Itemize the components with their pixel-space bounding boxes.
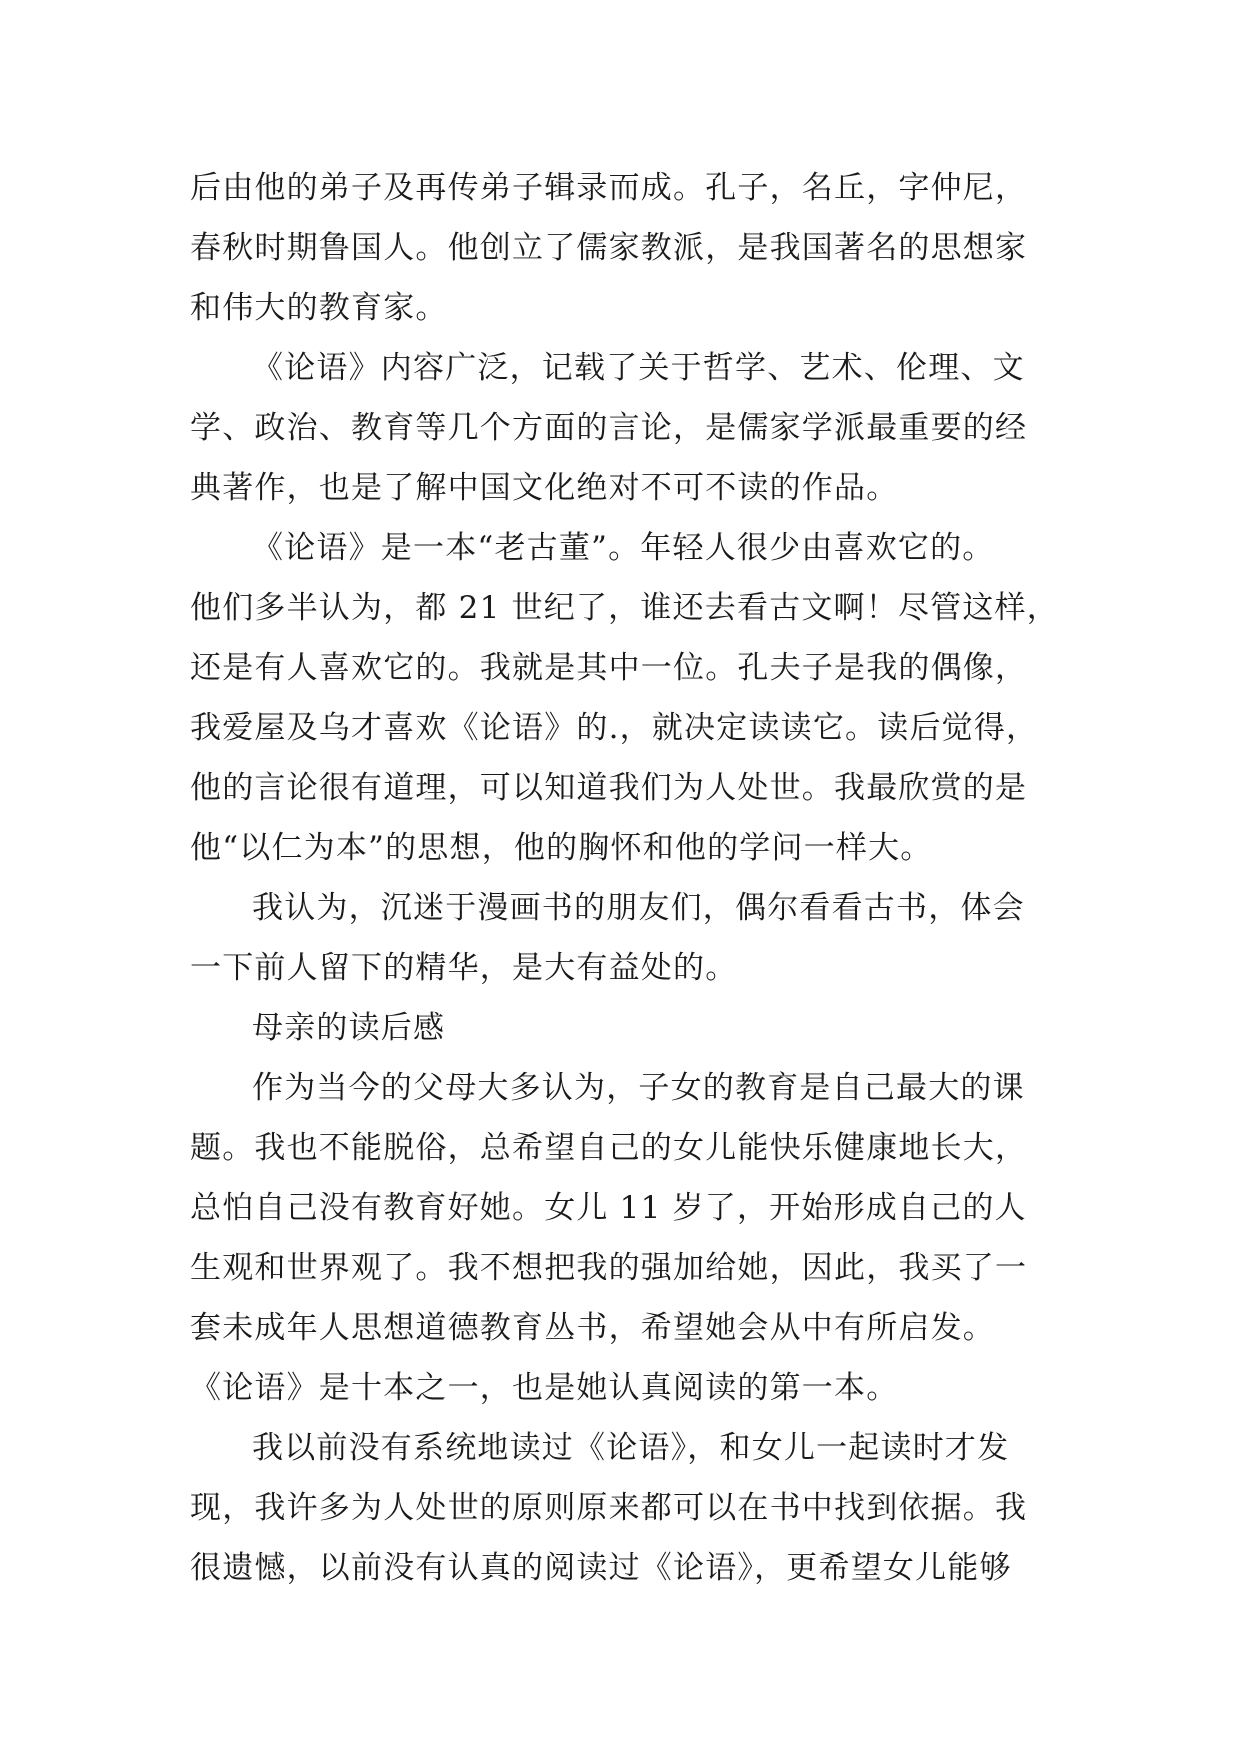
- paragraph-first-line: 《论语》内容广泛，记载了关于哲学、艺术、伦理、文: [252, 350, 1025, 386]
- text-line: 他的言论很有道理，可以知道我们为人处世。我最欣赏的是: [190, 770, 1028, 806]
- text-line: 后由他的弟子及再传弟子辑录而成。孔子，名丘，字仲尼，: [190, 170, 1028, 206]
- paragraph-first-line: 我认为，沉迷于漫画书的朋友们，偶尔看看古书，体会: [252, 890, 1025, 926]
- paragraph-first-line: 我以前没有系统地读过《论语》，和女儿一起读时才发: [252, 1430, 1010, 1466]
- text-line: 题。我也不能脱俗，总希望自己的女儿能快乐健康地长大，: [190, 1130, 1028, 1166]
- text-line: 总怕自己没有教育好她。女儿 11 岁了，开始形成自己的人: [190, 1190, 1027, 1226]
- paragraph-first-line: 《论语》是一本“老古董”。年轻人很少由喜欢它的。: [252, 530, 995, 566]
- text-line: 很遗憾，以前没有认真的阅读过《论语》，更希望女儿能够: [190, 1550, 1012, 1586]
- text-line: 他们多半认为，都 21 世纪了，谁还去看古文啊！尽管这样，: [190, 590, 1059, 626]
- text-line: 生观和世界观了。我不想把我的强加给她，因此，我买了一: [190, 1250, 1028, 1286]
- text-line: 还是有人喜欢它的。我就是其中一位。孔夫子是我的偶像，: [190, 650, 1028, 686]
- text-line: 我爱屋及乌才喜欢《论语》的.，就决定读读它。读后觉得，: [190, 710, 1039, 746]
- paragraph-first-line: 作为当今的父母大多认为，子女的教育是自己最大的课: [252, 1070, 1025, 1106]
- text-line: 一下前人留下的精华，是大有益处的。: [190, 950, 738, 986]
- text-line: 春秋时期鲁国人。他创立了儒家教派，是我国著名的思想家: [190, 230, 1028, 266]
- text-line: 典著作，也是了解中国文化绝对不可不读的作品。: [190, 470, 899, 506]
- text-line: 套未成年人思想道德教育丛书，希望她会从中有所启发。: [190, 1310, 995, 1346]
- text-line: 学、政治、教育等几个方面的言论，是儒家学派最重要的经: [190, 410, 1028, 446]
- text-line: 他“以仁为本”的思想，他的胸怀和他的学问一样大。: [190, 830, 933, 866]
- text-line: 《论语》是十本之一，也是她认真阅读的第一本。: [190, 1370, 899, 1406]
- text-line: 和伟大的教育家。: [190, 290, 448, 326]
- document-body: [190, 158, 1059, 1598]
- section-heading: 母亲的读后感: [252, 1010, 446, 1046]
- text-line: 现，我许多为人处世的原则原来都可以在书中找到依据。我: [190, 1490, 1028, 1526]
